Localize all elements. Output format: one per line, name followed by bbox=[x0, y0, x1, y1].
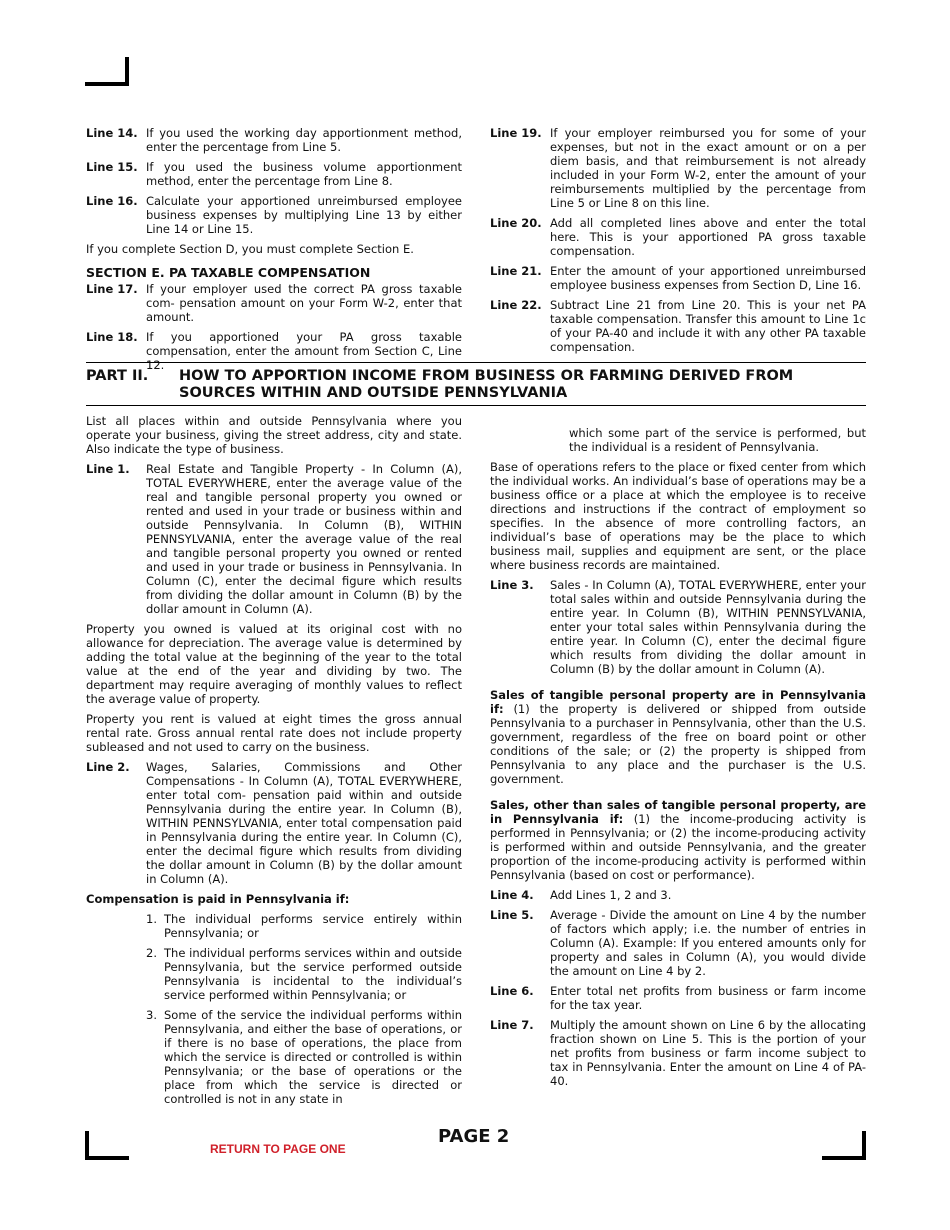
line-text: If you used the working day apportionment method, enter the percentage from Line 5. bbox=[146, 126, 462, 154]
list-item-continued: which some part of the service is performed, but the individual is a resident of Pennsylvania. bbox=[569, 425, 866, 454]
line-label: Line 5. bbox=[490, 907, 534, 922]
line-label: Line 18. bbox=[86, 330, 138, 344]
line-text: If you used the business volume apportionment method, enter the percentage from Line 8. bbox=[146, 160, 462, 188]
line-text: If your employer reimbursed you for some of your expenses, but not in the exact amount or on a per diem basis, and that reimbursement is not already included in your Form W-2, enter the amount of your reimbursements multiplied by the percentage from Line 5 or Line 8 on this line. bbox=[550, 126, 866, 210]
line-label: Line 14. bbox=[86, 126, 138, 140]
line-19 bbox=[490, 126, 866, 210]
line-label: Line 19. bbox=[490, 126, 542, 140]
part-label: PART II. bbox=[86, 368, 149, 384]
line-6 bbox=[490, 984, 866, 1012]
line-2 bbox=[86, 760, 462, 886]
line-label: Line 15. bbox=[86, 160, 138, 174]
line-text: If your employer used the correct PA gross taxable com- pensation amount on your Form W-2, enter that amount. bbox=[146, 282, 462, 324]
list-number: 1. bbox=[146, 912, 157, 926]
crop-mark-bottom-right bbox=[822, 1131, 866, 1160]
top-left-column bbox=[86, 126, 462, 378]
line-label: Line 17. bbox=[86, 282, 138, 296]
line-20 bbox=[490, 216, 866, 258]
list-number: 3. bbox=[146, 1008, 157, 1022]
line-label: Line 21. bbox=[490, 264, 542, 278]
section-d-note: If you complete Section D, you must complete Section E. bbox=[86, 242, 414, 256]
line-21 bbox=[490, 264, 866, 292]
list-text: Some of the service the individual performs within Pennsylvania, and either the base of operations, or if there is no base of operations, the place from which the service is directed or controlled is within Pennsylvania; or the base of operations or the place from which the service is directed or controlled is not in any state in bbox=[164, 1008, 462, 1106]
line-text: Add all completed lines above and enter the total here. This is your apportioned PA gross taxable compensation. bbox=[550, 216, 866, 258]
line-text: Sales - In Column (A), TOTAL EVERYWHERE, enter your total sales within and outside Pennsylvania during the entire year. In Column (B), WITHIN PENNSYLVANIA, enter your total sales within Pennsylvania during the entire year. In Column (C), enter the decimal figure which results from dividing the dollar amount in Column (B) by the dollar amount in Column (A). bbox=[550, 577, 866, 676]
list-item bbox=[146, 912, 462, 940]
part-2-intro: List all places within and outside Pennsylvania where you operate your business, giving the street address, city and state. Also indicate the type of business. bbox=[86, 414, 462, 456]
list-text: The individual performs service entirely within Pennsylvania; or bbox=[164, 912, 462, 940]
line-label: Line 7. bbox=[490, 1017, 534, 1032]
line-17 bbox=[86, 282, 462, 324]
line-3 bbox=[490, 578, 866, 676]
line-text: Add Lines 1, 2 and 3. bbox=[550, 887, 672, 902]
line-4 bbox=[490, 888, 866, 902]
base-of-operations-paragraph: Base of operations refers to the place or fixed center from which the individual works. An individual’s base of operations may be a business office or a place at which the employee is to receive directions and instructions if the contract of employment so specifies. In the absence of more controlling factors, an individual’s base of operations may be the place to which business mail, supplies and equipment are sent, or the place where business records are maintained. bbox=[490, 459, 866, 572]
line-label: Line 20. bbox=[490, 216, 542, 230]
line-text: Calculate your apportioned unreimbursed employee business expenses by multiplying Line 13 by either Line 14 or Line 15. bbox=[146, 194, 462, 236]
crop-mark-top-left bbox=[85, 57, 129, 86]
line-text: Enter the amount of your apportioned unreimbursed employee business expenses from Section D, Line 16. bbox=[550, 264, 866, 292]
property-owned-paragraph: Property you owned is valued at its original cost with no allowance for depreciation. The average value is determined by adding the total value at the beginning of the year to the total value at the end of the year and dividing by two. The department may require averaging of monthly values to reflect the average value of property. bbox=[86, 622, 462, 706]
compensation-heading: Compensation is paid in Pennsylvania if: bbox=[86, 892, 350, 906]
tangible-sales-text: (1) the property is delivered or shipped from outside Pennsylvania to a purchaser in Pennsylvania, other than the U.S. government, regardless of the free on board point or other conditions of the sale; or (2) the property is shipped from Pennsylvania to any place and the purchaser is the U.S. government. bbox=[490, 701, 866, 786]
line-16 bbox=[86, 194, 462, 236]
list-text: The individual performs services within and outside Pennsylvania, but the service performed outside Pennsylvania is incidental to the individual’s service performed within Pennsylvania; or bbox=[164, 946, 462, 1002]
line-5 bbox=[490, 908, 866, 978]
line-text: Average - Divide the amount on Line 4 by the number of factors which apply; i.e. the number of entries in Column (A). Example: If you entered amounts only for property and sales in Column (A), you would divide the amount on Line 4 by 2. bbox=[550, 907, 866, 978]
line-1 bbox=[86, 462, 462, 616]
line-label: Line 16. bbox=[86, 194, 138, 208]
list-item bbox=[146, 1008, 462, 1106]
crop-mark-bottom-left bbox=[85, 1131, 129, 1160]
line-7 bbox=[490, 1018, 866, 1088]
line-text: Wages, Salaries, Commissions and Other Compensations - In Column (A), TOTAL EVERYWHERE, enter total com- pensation paid within and outside Pennsylvania during the entire year. In Column (B), WITHIN PENNSYLVANIA, enter total compensation paid in Pennsylvania during the entire year. In Column (C), enter the decimal figure which results from dividing the dollar amount in Column (B) by the dollar amount in Column (A). bbox=[146, 760, 462, 886]
tangible-sales-paragraph bbox=[490, 688, 866, 786]
part-2-header bbox=[86, 362, 866, 406]
other-sales-text: (1) the income-producing activity is performed in Pennsylvania; or (2) the income-producing activity is performed within and outside Pennsylvania, and the greater proportion of the income-producing activity is performed within Pennsylvania (based on cost or performance). bbox=[490, 811, 867, 882]
line-label: Line 3. bbox=[490, 577, 534, 592]
part-title: HOW TO APPORTION INCOME FROM BUSINESS OR FARMING DERIVED FROM SOURCES WITHIN AND OUTSIDE PENNSYLVANIA bbox=[179, 368, 794, 401]
property-rented-paragraph: Property you rent is valued at eight times the gross annual rental rate. Gross annual rental rate does not include property subleased and not used to carry on the business. bbox=[86, 712, 462, 754]
other-sales-paragraph bbox=[490, 798, 866, 882]
line-15 bbox=[86, 160, 462, 188]
list-number: 2. bbox=[146, 946, 157, 960]
return-to-page-one-link[interactable]: RETURN TO PAGE ONE bbox=[210, 1142, 346, 1156]
bottom-right-column bbox=[490, 414, 866, 1094]
line-label: Line 22. bbox=[490, 298, 542, 312]
line-label: Line 6. bbox=[490, 983, 534, 998]
line-label: Line 2. bbox=[86, 760, 130, 774]
list-item bbox=[146, 946, 462, 1002]
line-label: Line 1. bbox=[86, 462, 130, 476]
line-text: Multiply the amount shown on Line 6 by the allocating fraction shown on Line 5. This is the portion of your net profits from business or farm income subject to tax in Pennsylvania. Enter the amount on Line 4 of PA-40. bbox=[550, 1017, 866, 1088]
section-e-heading: SECTION E. PA TAXABLE COMPENSATION bbox=[86, 265, 371, 280]
tangible-sales-heading: Sales of tangible personal property are in Pennsylvania if: bbox=[490, 687, 866, 716]
line-text: If you apportioned your PA gross taxable compensation, enter the amount from Section C, Line 12. bbox=[146, 330, 462, 372]
other-sales-heading: Sales, other than sales of tangible personal property, are in Pennsylvania if: bbox=[490, 797, 866, 826]
line-text: Real Estate and Tangible Property - In Column (A), TOTAL EVERYWHERE, enter the average value of the real and tangible personal property you owned or rented and used in your trade or business within and outside Pennsylvania. In Column (B), WITHIN PENNSYLVANIA, enter the average value of the real and tangible personal property you owned or rented and used in your trade or business in Pennsylvania. In Column (C), enter the decimal figure which results from dividing the dollar amount in Column (B) by the dollar amount in Column (A). bbox=[146, 462, 462, 616]
line-22 bbox=[490, 298, 866, 354]
line-text: Enter total net profits from business or farm income for the tax year. bbox=[550, 983, 866, 1012]
line-text: Subtract Line 21 from Line 20. This is your net PA taxable compensation. Transfer this amount to Line 1c of your PA-40 and include it with any other PA taxable compensation. bbox=[550, 298, 866, 354]
top-right-column bbox=[490, 126, 866, 360]
line-label: Line 4. bbox=[490, 887, 534, 902]
bottom-left-column bbox=[86, 414, 462, 1112]
page-number: PAGE 2 bbox=[438, 1126, 510, 1147]
line-14 bbox=[86, 126, 462, 154]
